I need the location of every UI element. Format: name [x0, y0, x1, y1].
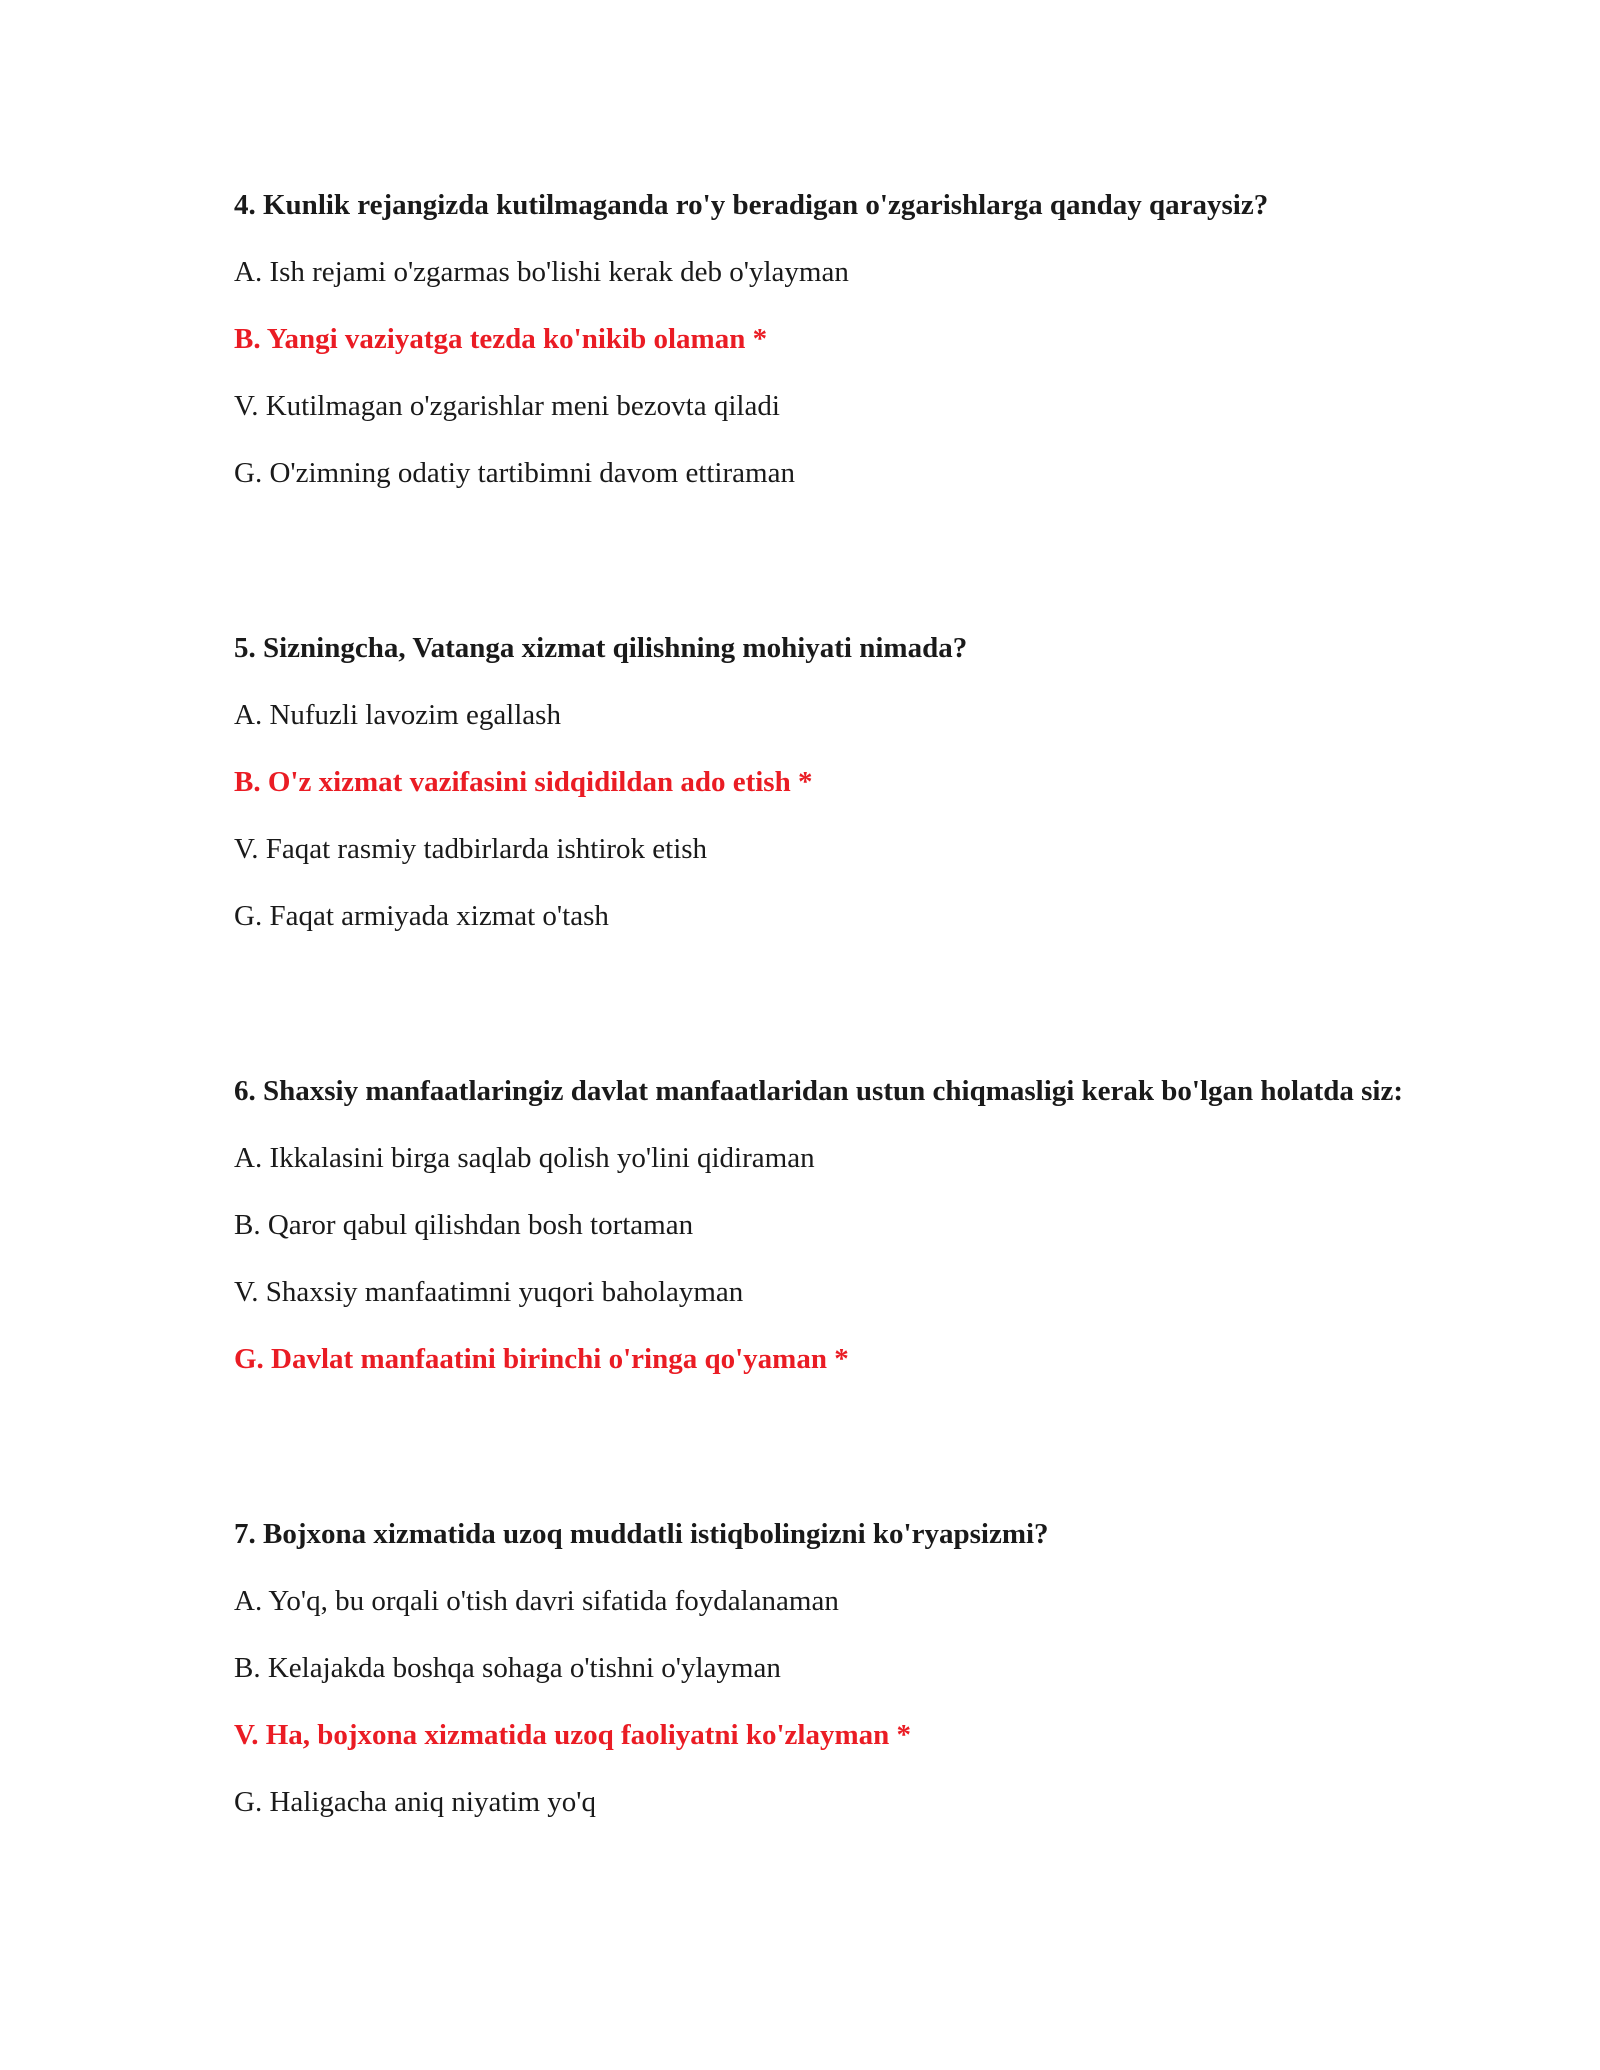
option-a: A. Ish rejami o'zgarmas bo'lishi kerak deb o'ylayman [234, 256, 849, 288]
option-a: A. Yo'q, bu orqali o'tish davri sifatida foydalanaman [234, 1585, 839, 1617]
option-g-correct: G. Davlat manfaatini birinchi o'ringa qo'yaman * [234, 1343, 849, 1375]
document-page [234, 185, 1414, 1823]
option-v: V. Faqat rasmiy tadbirlarda ishtirok etish [234, 833, 708, 865]
question-text: 6. Shaxsiy manfaatlaringiz davlat manfaatlaridan ustun chiqmasligi kerak bo'lgan holatda siz: [234, 1075, 1404, 1107]
option-b-correct: B. Yangi vaziyatga tezda ko'nikib olaman * [234, 323, 768, 355]
question-text: 7. Bojxona xizmatida uzoq muddatli istiqbolingizni ko'ryapsizmi? [234, 1518, 1049, 1550]
option-g: G. Haligacha aniq niyatim yo'q [234, 1786, 596, 1818]
option-b-correct: B. O'z xizmat vazifasini sidqidildan ado etish * [234, 766, 813, 798]
question-5 [234, 628, 1414, 937]
option-v-correct: V. Ha, bojxona xizmatida uzoq faoliyatni ko'zlayman * [234, 1719, 911, 1751]
option-a: A. Ikkalasini birga saqlab qolish yo'lini qidiraman [234, 1142, 815, 1174]
option-g: G. Faqat armiyada xizmat o'tash [234, 900, 609, 932]
question-text: 5. Sizningcha, Vatanga xizmat qilishning mohiyati nimada? [234, 632, 968, 664]
question-6 [234, 1071, 1414, 1380]
option-a: A. Nufuzli lavozim egallash [234, 699, 561, 731]
option-v: V. Shaxsiy manfaatimni yuqori baholayman [234, 1276, 744, 1308]
option-v: V. Kutilmagan o'zgarishlar meni bezovta qiladi [234, 390, 780, 422]
option-b: B. Qaror qabul qilishdan bosh tortaman [234, 1209, 694, 1241]
question-7 [234, 1514, 1414, 1823]
question-text: 4. Kunlik rejangizda kutilmaganda ro'y beradigan o'zgarishlarga qanday qaraysiz? [234, 189, 1269, 221]
question-4 [234, 185, 1414, 494]
option-g: G. O'zimning odatiy tartibimni davom ettiraman [234, 457, 795, 489]
option-b: B. Kelajakda boshqa sohaga o'tishni o'ylayman [234, 1652, 781, 1684]
